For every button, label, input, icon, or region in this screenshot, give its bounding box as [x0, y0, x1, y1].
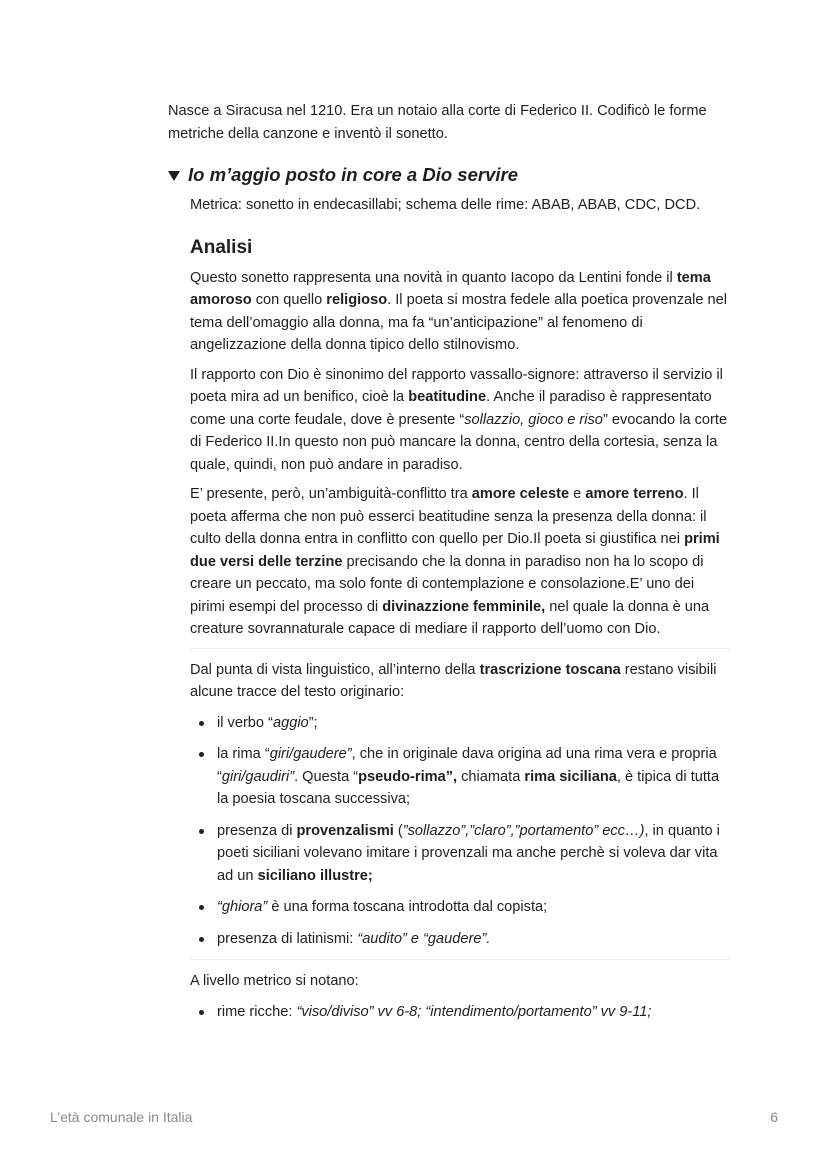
text-run: con quello: [251, 292, 327, 308]
metrico-intro: A livello metrico si notano:: [190, 973, 359, 989]
text-run: . Il poeta si mostra fedele alla poetica provenzale nel tema dell’omaggio alla donna, ma fa “un’anticipazione” al fenomeno di angelizzazione della donna tipico dello stilnovismo.: [190, 292, 728, 353]
linguistico-list: [190, 712, 730, 951]
bold-run: religioso: [326, 292, 388, 308]
list-item: [217, 743, 730, 811]
analisi-paragraph-1: [190, 267, 730, 357]
footer-title: L’età comunale in Italia: [50, 1109, 193, 1125]
bold-run: primi due versi delle terzine: [190, 531, 720, 570]
analisi-paragraph-2: [190, 364, 730, 477]
italic-run: aggio: [272, 714, 309, 731]
text-run: , che in originale dava origina ad una rima vera e propria “: [217, 746, 717, 785]
italic-run: sollazzio, gioco e riso: [464, 411, 603, 428]
toggle-content: [190, 194, 730, 1032]
linguistico-intro: [190, 659, 730, 704]
triangle-down-icon[interactable]: [168, 171, 180, 181]
text-run: Il rapporto con Dio è sinonimo del rapporto vassallo-signore: attraverso il servizio il poeta mira ad un benifico, cioè la: [190, 366, 723, 405]
metrico-list: [190, 1001, 730, 1024]
toggle-header[interactable]: [168, 163, 738, 187]
italic-run: “ghiora”: [217, 899, 268, 915]
analisi-paragraph-3: [190, 483, 730, 641]
text-run: il verbo “: [217, 714, 273, 731]
text-run: Questo sonetto rappresenta una novità in quanto Iacopo da Lentini fonde il: [190, 269, 677, 286]
italic-run: “viso/diviso” vv 6-8; “intendimento/portamento” vv 9-11;: [296, 1003, 652, 1020]
text-run: Dal punta di vista linguistico, all’interno della: [190, 661, 480, 678]
italic-run: “audito” e “gaudere”.: [357, 930, 491, 947]
list-item: [217, 712, 730, 735]
text-run: rime ricche:: [217, 1003, 297, 1020]
text-run: , in quanto i poeti siciliani volevano imitare i provenzali ma anche perchè si voleva dar vita ad un: [217, 822, 720, 884]
italic-run: giri/gaudere”: [269, 746, 352, 762]
text-run: (: [393, 822, 403, 839]
list-item: [217, 928, 730, 951]
list-item: [217, 1001, 730, 1024]
text-run: la rima “: [217, 746, 270, 762]
text-run: E’ presente, però, un’ambiguità-conflitto tra: [190, 486, 472, 502]
text-run: chiamata: [457, 768, 525, 785]
text-run: . Il poeta afferma che non può esserci beatitudine senza la presenza della donna: il culto della donna entra in conflitto con quello per Dio.Il poeta si giustifica nei: [190, 486, 707, 547]
list-item: [217, 896, 730, 919]
bold-run: beatitudine: [408, 389, 487, 405]
metrica-line: Metrica: sonetto in endecasillabi; schema delle rime: ABAB, ABAB, CDC, DCD.: [190, 197, 701, 213]
text-run: nel quale la donna è una creature sovrannaturale capace di mediare il rapporto dell’uomo con Dio.: [190, 598, 710, 637]
text-run: restano visibili alcune tracce del testo originario:: [190, 661, 717, 700]
text-run: , è tipica di tutta la poesia toscana successiva;: [217, 768, 720, 807]
bold-run: tema amoroso: [190, 269, 711, 308]
text-run: . Anche il paradiso è rappresentato come una corte feudale, dove è presente “: [190, 389, 712, 428]
text-run: presenza di: [217, 822, 297, 839]
text-run: e: [569, 486, 586, 502]
bold-run: provenzalismi: [296, 822, 394, 839]
text-run: . Questa “: [294, 768, 359, 785]
text-run: presenza di latinismi:: [217, 930, 358, 947]
bold-run: trascrizione toscana: [479, 661, 621, 678]
italic-run: ”sollazzo”,”claro”,”portamento” ecc…): [402, 822, 645, 839]
bold-run: amore terreno: [585, 486, 684, 502]
toggle-title: Io m’aggio posto in core a Dio servire: [188, 164, 518, 185]
list-item: [217, 820, 730, 888]
bold-run: divinazzione femminile,: [382, 598, 546, 615]
divider: [190, 959, 730, 960]
bold-run: pseudo-rima”,: [358, 768, 458, 785]
analisi-heading: Analisi: [190, 236, 253, 258]
text-run: è una forma toscana introdotta dal copista;: [267, 899, 548, 915]
page-number: 6: [770, 1109, 778, 1125]
intro-paragraph: Nasce a Siracusa nel 1210. Era un notaio alla corte di Federico II. Codificò le forme metriche della canzone e inventò il sonetto.: [168, 103, 707, 142]
text-run: ”;: [308, 714, 318, 731]
text-run: precisando che la donna in paradiso non ha lo scopo di creare un peccato, ma solo fonte di contemplazione e consolazione.E’ uno dei pirimi esempi del processo di: [190, 553, 704, 615]
text-run: ” evocando la corte di Federico II.In questo non può mancare la donna, centro della cortesia, senza la quale, quindi, non può andare in paradiso.: [190, 411, 728, 473]
italic-run: giri/gaudiri”: [221, 768, 295, 785]
bold-run: siciliano illustre;: [257, 867, 373, 884]
divider: [190, 648, 730, 649]
bold-run: rima siciliana: [524, 768, 617, 785]
bold-run: amore celeste: [471, 486, 570, 502]
